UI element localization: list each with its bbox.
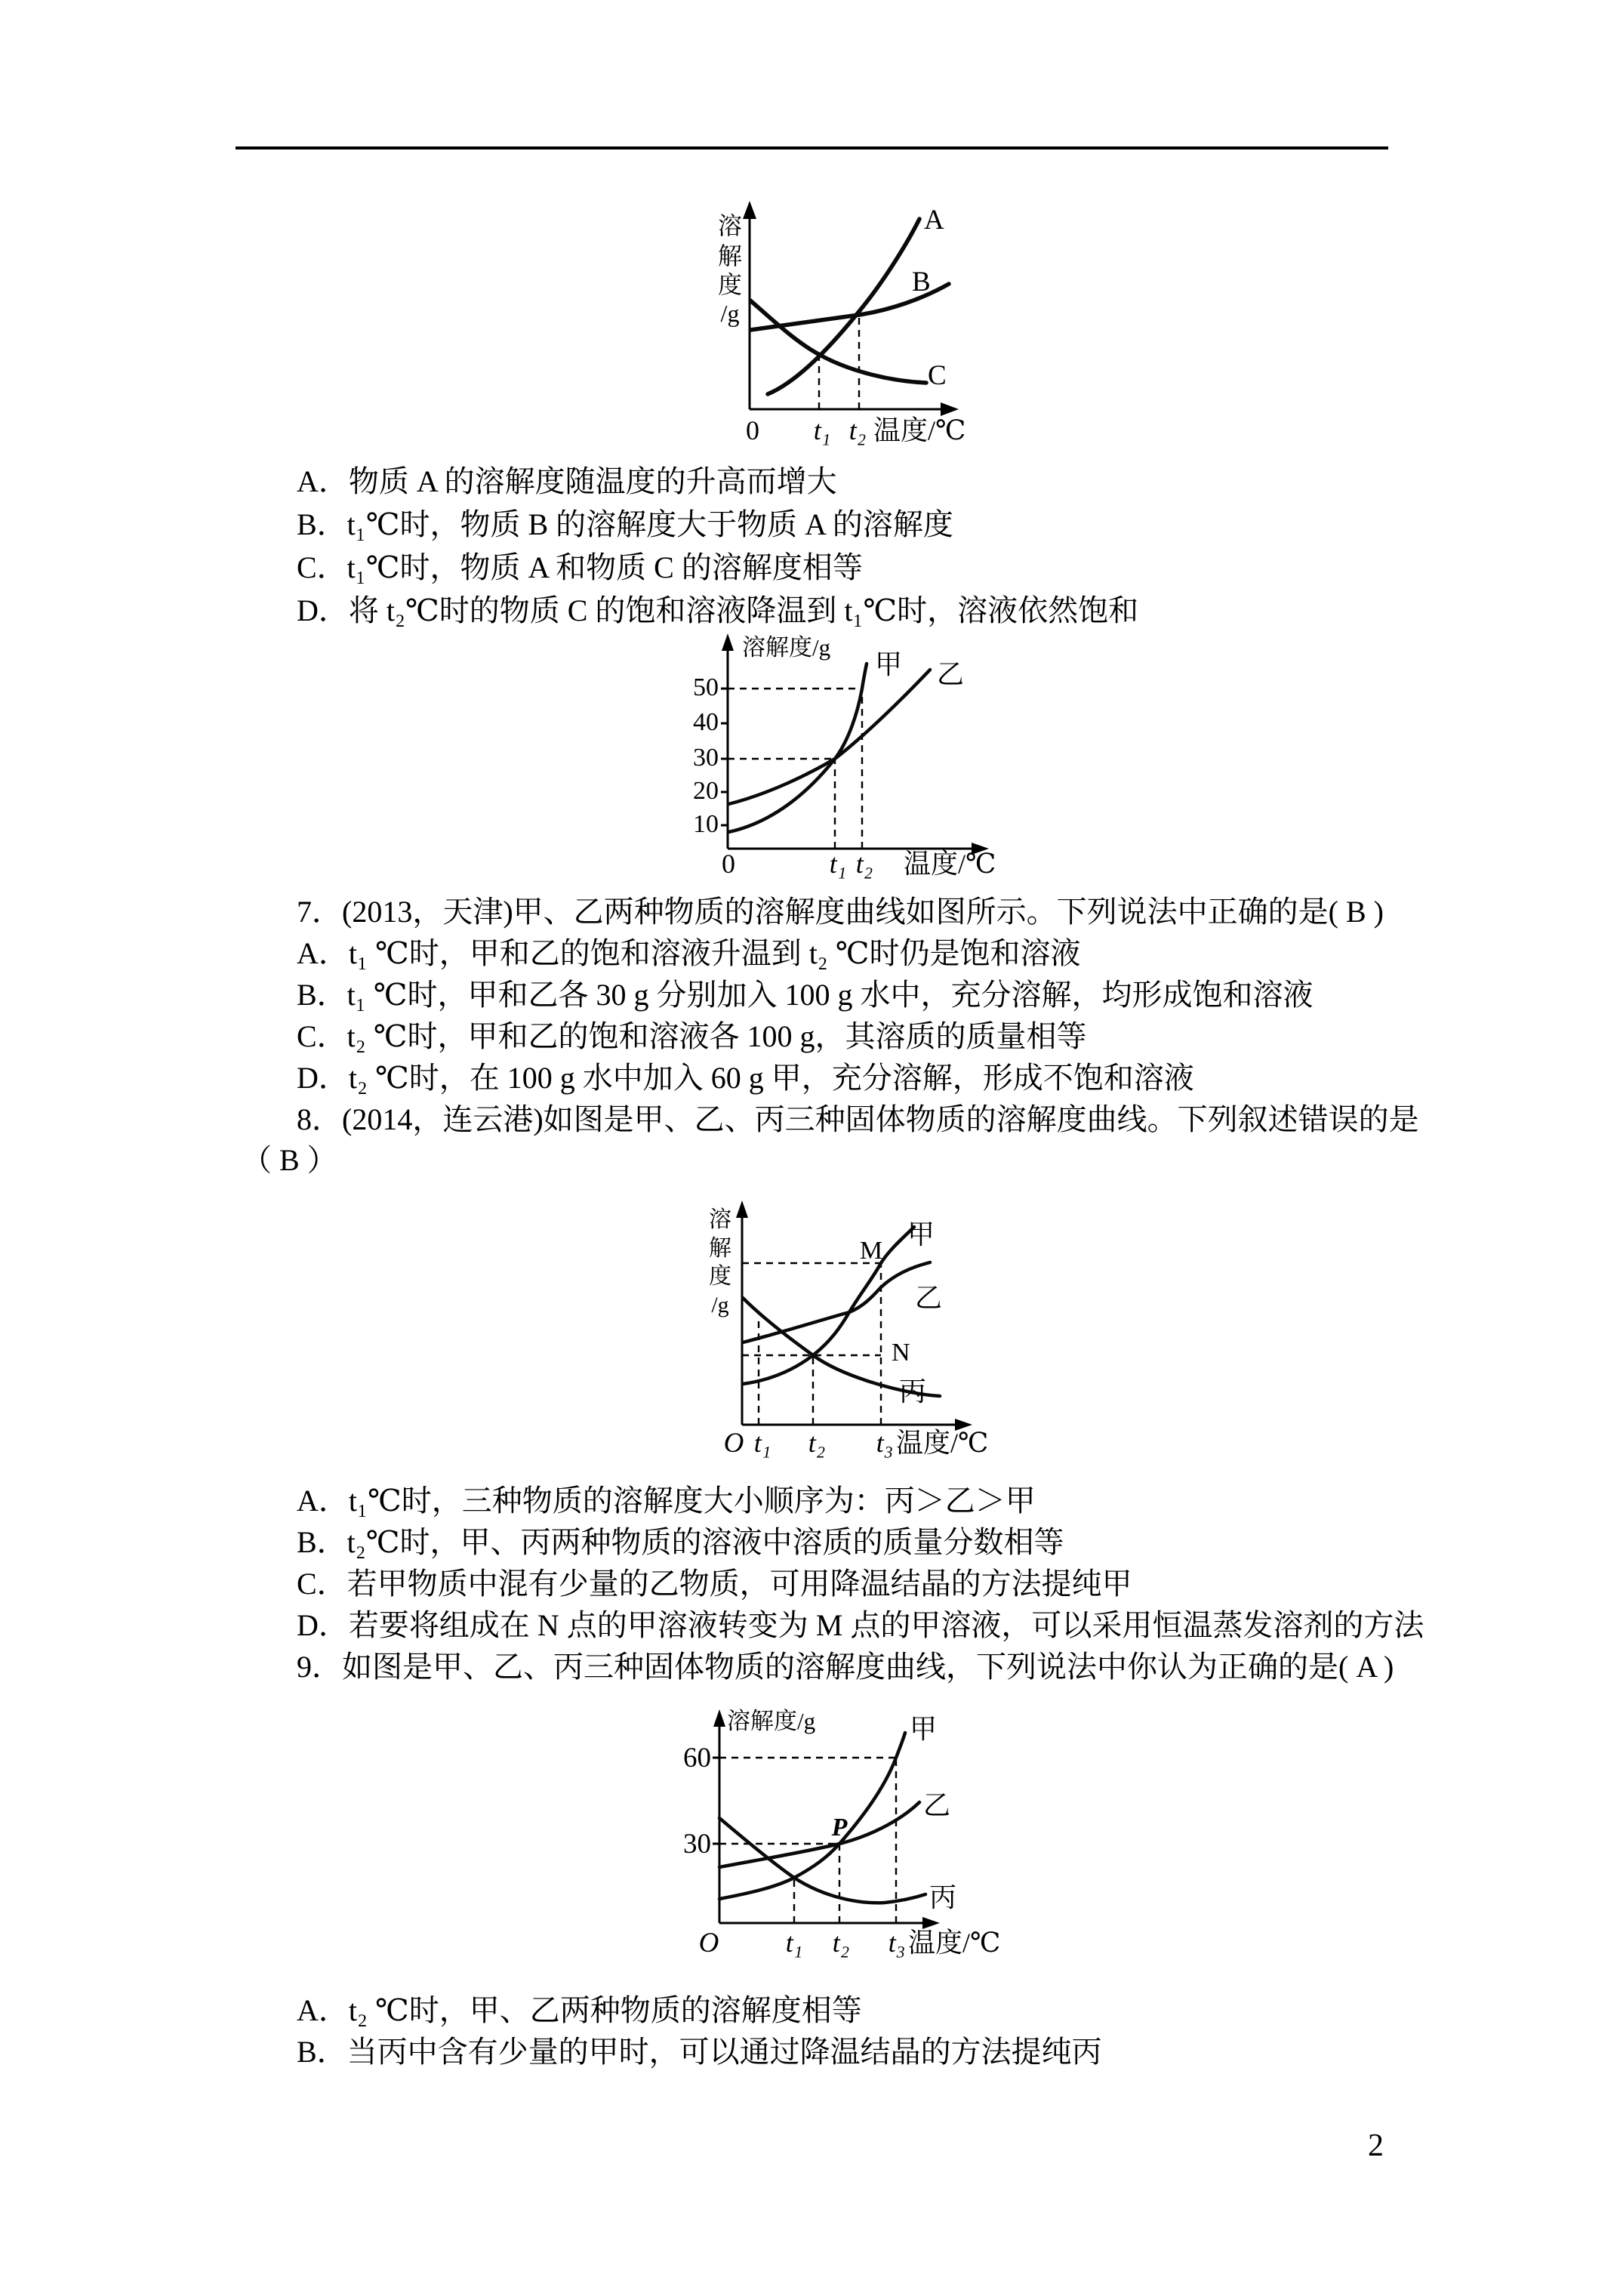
page-number: 2 <box>1368 2128 1384 2163</box>
curve-jia-label: 甲 <box>875 649 903 680</box>
y-axis-label: 解 <box>709 1236 731 1261</box>
question-8-option-a: A．t₁℃时，三种物质的溶解度大小顺序为：丙＞乙＞甲 <box>297 1484 1036 1518</box>
x-tick-t2: t₂ <box>832 1928 850 1958</box>
x-origin-label: 0 <box>746 415 759 445</box>
question-7-option-a: A．t₁ ℃时，甲和乙的饱和溶液升温到 t₂ ℃时仍是饱和溶液 <box>297 936 1081 970</box>
x-tick-t1: t₁ <box>785 1928 803 1958</box>
y-axis-arrow-icon <box>713 1709 725 1727</box>
question-7-stem: 7．(2013，天津)甲、乙两种物质的溶解度曲线如图所示。下列说法中正确的是( B ) <box>297 895 1384 929</box>
question-8-option-d: D．若要将组成在 N 点的甲溶液转变为 M 点的甲溶液，可以采用恒温蒸发溶剂的方法 <box>297 1608 1424 1642</box>
curve-yi <box>719 1802 919 1867</box>
x-origin-label: O <box>698 1928 719 1959</box>
y-axis-arrow-icon <box>743 201 756 219</box>
y-axis-label: /g <box>720 300 740 327</box>
x-tick-t2: t₂ <box>855 849 873 879</box>
curve-yi-label: 乙 <box>923 1790 951 1820</box>
x-tick-t3: t₃ <box>876 1428 894 1458</box>
question-9-option-a: A．t₂ ℃时，甲、乙两种物质的溶解度相等 <box>297 1993 862 2027</box>
y-tick-60: 60 <box>683 1743 711 1774</box>
x-tick-t2: t₂ <box>808 1428 826 1458</box>
curve-jia-label: 甲 <box>907 1219 935 1250</box>
y-axis-label: 溶 <box>717 212 743 239</box>
x-tick-t2: t₂ <box>848 415 867 445</box>
x-tick-t1: t₁ <box>753 1428 771 1458</box>
question-6-option-c: C．t₁℃时，物质 A 和物质 C 的溶解度相等 <box>297 550 863 584</box>
y-axis-label: /g <box>711 1293 729 1318</box>
curve-yi-label: 乙 <box>937 659 965 689</box>
curve-yi <box>728 670 930 804</box>
point-P-label: P <box>831 1814 848 1841</box>
point-N-label: N <box>892 1339 910 1367</box>
curve-bing-label: 丙 <box>929 1882 957 1912</box>
question-8-option-c: C．若甲物质中混有少量的乙物质，可用降温结晶的方法提纯甲 <box>297 1567 1132 1601</box>
x-origin-label: 0 <box>722 849 735 879</box>
y-axis-label: 度 <box>717 271 743 298</box>
curve-B-label: B <box>912 267 931 297</box>
y-axis-arrow-icon <box>736 1200 748 1218</box>
y-tick-20: 20 <box>693 777 719 805</box>
solubility-chart-abc <box>664 196 966 457</box>
x-tick-t1: t₁ <box>813 415 831 445</box>
y-tick-40: 40 <box>693 708 719 736</box>
curve-jia-label: 甲 <box>910 1714 938 1744</box>
y-axis-arrow-icon <box>722 633 734 651</box>
solubility-chart-jia-yi-bing-p <box>679 1706 1001 1971</box>
curve-jia <box>743 1227 914 1384</box>
y-tick-30: 30 <box>693 744 719 772</box>
y-tick-10: 10 <box>693 810 719 838</box>
x-axis-arrow-icon <box>941 402 959 416</box>
y-axis-label: 解 <box>717 242 743 270</box>
x-tick-t1: t₁ <box>829 849 847 879</box>
curve-C-label: C <box>928 360 947 391</box>
curve-yi-label: 乙 <box>915 1283 943 1313</box>
question-7-option-d: D．t₂ ℃时，在 100 g 水中加入 60 g 甲，充分溶解，形成不饱和溶液 <box>297 1061 1194 1095</box>
curve-bing-label: 丙 <box>899 1376 927 1407</box>
question-8-stem: 8．(2014，连云港)如图是甲、乙、丙三种固体物质的溶解度曲线。下列叙述错误的是 <box>297 1102 1419 1136</box>
question-6-option-a: A．物质 A 的溶解度随温度的升高而增大 <box>297 464 837 498</box>
question-9-option-b: B．当丙中含有少量的甲时，可以通过降温结晶的方法提纯丙 <box>297 2035 1102 2069</box>
x-tick-t3: t₃ <box>888 1928 906 1958</box>
x-axis-label: 温度/℃ <box>873 415 966 445</box>
question-8-option-b: B．t₂℃时，甲、丙两种物质的溶液中溶质的质量分数相等 <box>297 1525 1064 1559</box>
point-M-label: M <box>859 1237 883 1265</box>
x-axis-label: 温度/℃ <box>908 1928 1001 1958</box>
question-6-option-b: B．t₁℃时，物质 B 的溶解度大于物质 A 的溶解度 <box>297 507 953 541</box>
question-9-stem: 9．如图是甲、乙、丙三种固体物质的溶解度曲线，下列说法中你认为正确的是( A ) <box>297 1650 1394 1684</box>
curve-A-label: A <box>924 205 944 236</box>
solubility-chart-jia-yi <box>679 630 1004 887</box>
question-7-option-b: B．t₁ ℃时，甲和乙各 30 g 分别加入 100 g 水中，充分溶解，均形成饱和溶液 <box>297 978 1313 1012</box>
question-8-answer: （ B ） <box>242 1143 337 1177</box>
y-tick-50: 50 <box>693 673 719 701</box>
header-rule <box>236 146 1388 149</box>
x-axis-label: 温度/℃ <box>904 849 996 879</box>
curve-C <box>750 300 926 383</box>
y-axis-label: 溶解度/g <box>727 1708 816 1734</box>
x-origin-label: O <box>723 1428 744 1459</box>
question-7-option-c: C．t₂ ℃时，甲和乙的饱和溶液各 100 g，其溶质的质量相等 <box>297 1019 1087 1053</box>
y-axis-label: 溶 <box>709 1207 731 1232</box>
y-axis-label: 度 <box>709 1264 731 1289</box>
y-tick-30: 30 <box>683 1829 711 1860</box>
solubility-chart-jia-yi-bing-mn <box>694 1197 989 1469</box>
y-axis-label: 溶解度/g <box>742 634 831 661</box>
question-6-option-d: D．将 t₂℃时的物质 C 的饱和溶液降温到 t₁℃时，溶液依然饱和 <box>297 593 1139 627</box>
x-axis-label: 温度/℃ <box>896 1428 989 1458</box>
